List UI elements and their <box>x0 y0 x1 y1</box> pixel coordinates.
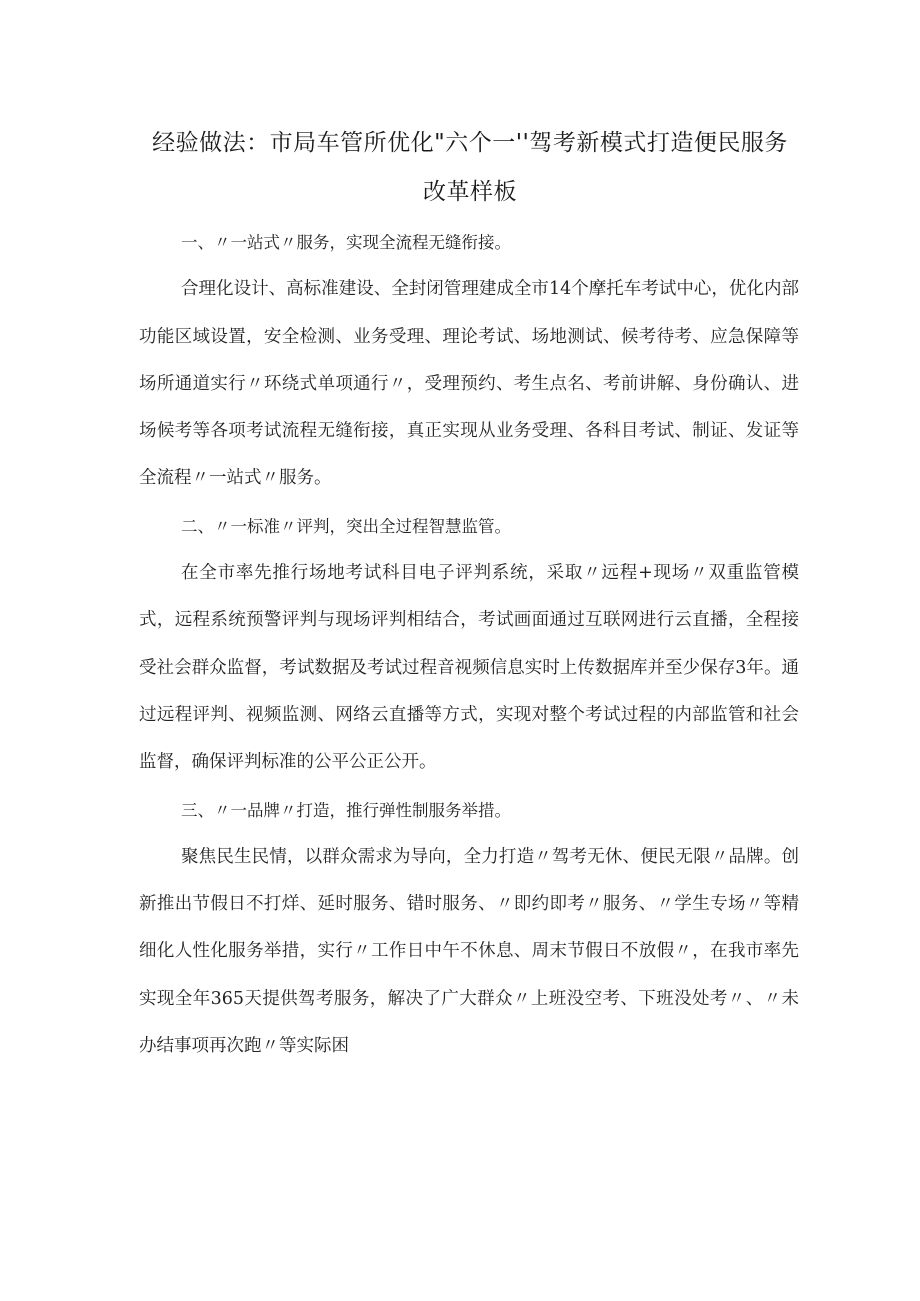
document-body <box>139 219 799 1070</box>
section-heading-2: 二、〃一标准〃评判，突出全过程智慧监管。 <box>181 516 511 536</box>
section-heading-1: 一、〃一站式〃服务，实现全流程无缝衔接。 <box>181 233 511 252</box>
section-heading-3: 三、〃一品牌〃打造，推行弹性制服务举措。 <box>181 800 511 820</box>
document-title-line-2: 改革样板 <box>423 179 517 205</box>
section-paragraph-1: 合理化设计、高标准建设、全封闭管理建成全市14个摩托车考试中心，优化内部功能区域设置，安全检测、业务受理、理论考试、场地测试、候考待考、应急保障等场所通道实行〃环绕式单项通行〃，受理预约、考生点名、考前讲解、身份确认、进场候考等各项考试流程无缝衔接，真正实现从业务受理、各科目考试、制证、发证等全流程〃一站式〃服务。 <box>139 279 799 489</box>
section-paragraph-2: 在全市率先推行场地考试科目电子评判系统，采取〃远程+现场〃双重监管模式，远程系统预警评判与现场评判相结合，考试画面通过互联网进行云直播，全程接受社会群众监督，考试数据及考试过程音视频信息实时上传数据库并至少保存3年。通过远程评判、视频监测、网络云直播等方式，实现对整个考试过程的内部监管和社会监督，确保评判标准的公平公正公开。 <box>139 563 799 773</box>
section-paragraph-3: 聚焦民生民情，以群众需求为导向，全力打造〃驾考无休、便民无限〃品牌。创新推出节假日不打烊、延时服务、错时服务、〃即约即考〃服务、〃学生专场〃等精细化人性化服务举措，实行〃工作日中午不休息、周末节假日不放假〃，在我市率先实现全年365天提供驾考服务，解决了广大群众〃上班没空考、下班没处考〃、〃未办结事项再次跑〃等实际困 <box>139 846 799 1057</box>
document-title-line-1: 经验做法：市局车管所优化"六个一''驾考新模式打造便民服务 <box>152 130 788 156</box>
